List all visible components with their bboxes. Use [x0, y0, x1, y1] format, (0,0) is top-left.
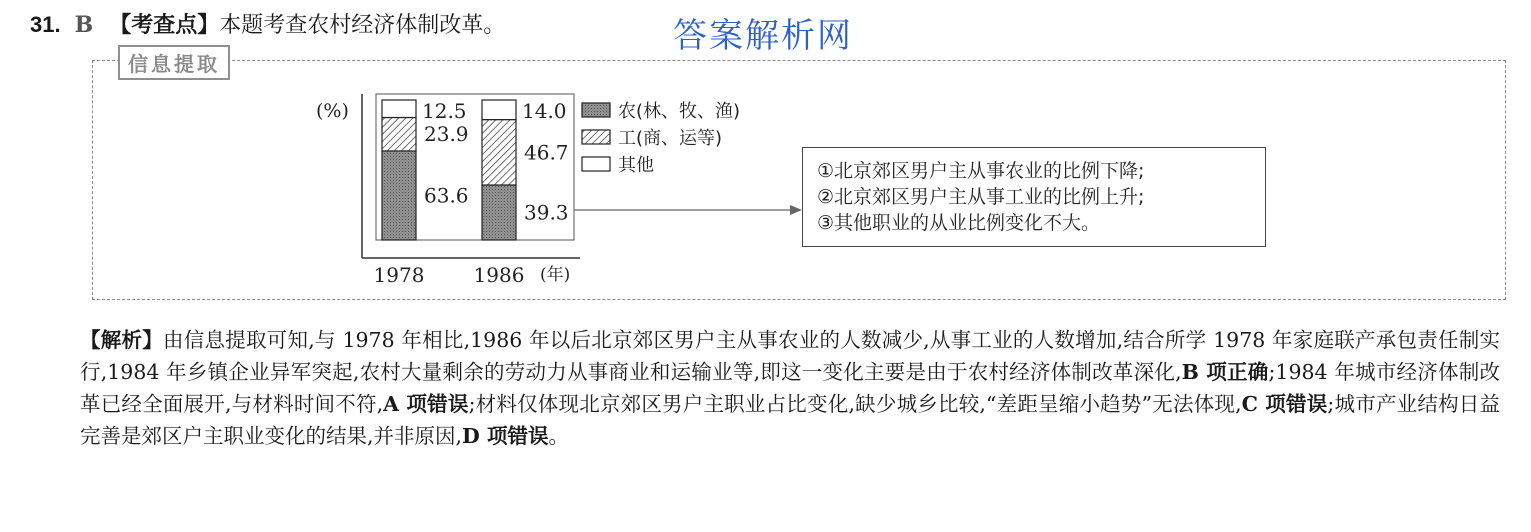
legend-swatch-2 [582, 157, 610, 171]
analysis-text-5: 。 [548, 424, 569, 448]
x-tick-label-1978: 1978 [373, 263, 425, 287]
x-axis-label: (年) [540, 265, 571, 285]
analysis-text-2: ;1984 年城市经济体制改革已经全面展开,与材料时间不符, [80, 360, 1501, 416]
data-label-1978-series-2: 12.5 [422, 99, 467, 123]
data-label-1978-series-0: 63.6 [424, 183, 469, 208]
topic-text: 本题考查农村经济体制改革。 [219, 13, 506, 38]
analysis-text-1: 由信息提取可知,与 1978 年相比,1986 年以后北京郊区男户主从事农业的人数减少,从事工业的人数增加,结合所学 1978 年家庭联产承包责任制实行,1984 年乡镇企业异军突起,农村大量剩余的劳动力从事商业和运输业等,即这一变化主要是由于农村经济体制改革深化, [80, 328, 1500, 384]
data-label-1978-series-1: 23.9 [424, 122, 469, 147]
analysis-text-4: ;城市产业结构日益完善是郊区户主职业变化的结果,并非原因, [80, 392, 1500, 448]
y-axis-label: (%) [316, 100, 349, 122]
conclusion-3: ③其他职业的从业比例变化不大。 [817, 212, 1101, 234]
data-label-1986-series-2: 14.0 [522, 99, 567, 123]
analysis-label: 【解析】 [80, 328, 163, 352]
bar-1978-series-2 [382, 100, 416, 118]
legend-label-1: 工(商、运等) [618, 128, 723, 149]
conclusion-2: ②北京郊区男户主从事工业的比例上升; [817, 186, 1145, 208]
conclusion-1: ①北京郊区男户主从事农业的比例下降; [817, 160, 1145, 182]
legend-label-2: 其他 [618, 155, 654, 176]
bar-1978-series-0 [382, 151, 416, 240]
bar-1978-series-1 [382, 118, 416, 151]
bar-1986-series-2 [482, 100, 516, 120]
arrow-head [790, 205, 802, 215]
option-b-verdict: B 项正确 [1181, 360, 1269, 384]
watermark: 答案解析网 [673, 16, 853, 56]
analysis-paragraph [80, 324, 1500, 452]
question-number: 31. [30, 12, 61, 37]
topic-tag: 【考查点】 [109, 12, 220, 38]
option-d-verdict: D 项错误 [462, 424, 549, 448]
data-label-1986-series-1: 46.7 [524, 140, 569, 165]
option-a-verdict: A 项错误 [383, 392, 469, 416]
legend-swatch-1 [582, 130, 610, 144]
data-label-1986-series-0: 39.3 [524, 200, 569, 225]
bar-1986-series-0 [482, 185, 516, 240]
legend-label-0: 农(林、牧、渔) [618, 101, 741, 122]
legend-swatch-0 [582, 103, 610, 117]
x-tick-label-1986: 1986 [473, 263, 525, 287]
bar-1986-series-1 [482, 120, 516, 185]
info-extraction-label: 信息提取 [118, 45, 230, 80]
conclusions-box [802, 147, 1266, 247]
analysis-text-3: ;材料仅体现北京郊区男户主职业占比变化,缺少城乡比较,“差距呈缩小趋势”无法体现, [468, 392, 1242, 416]
answer-letter: B [74, 12, 94, 38]
option-c-verdict: C 项错误 [1241, 392, 1328, 416]
